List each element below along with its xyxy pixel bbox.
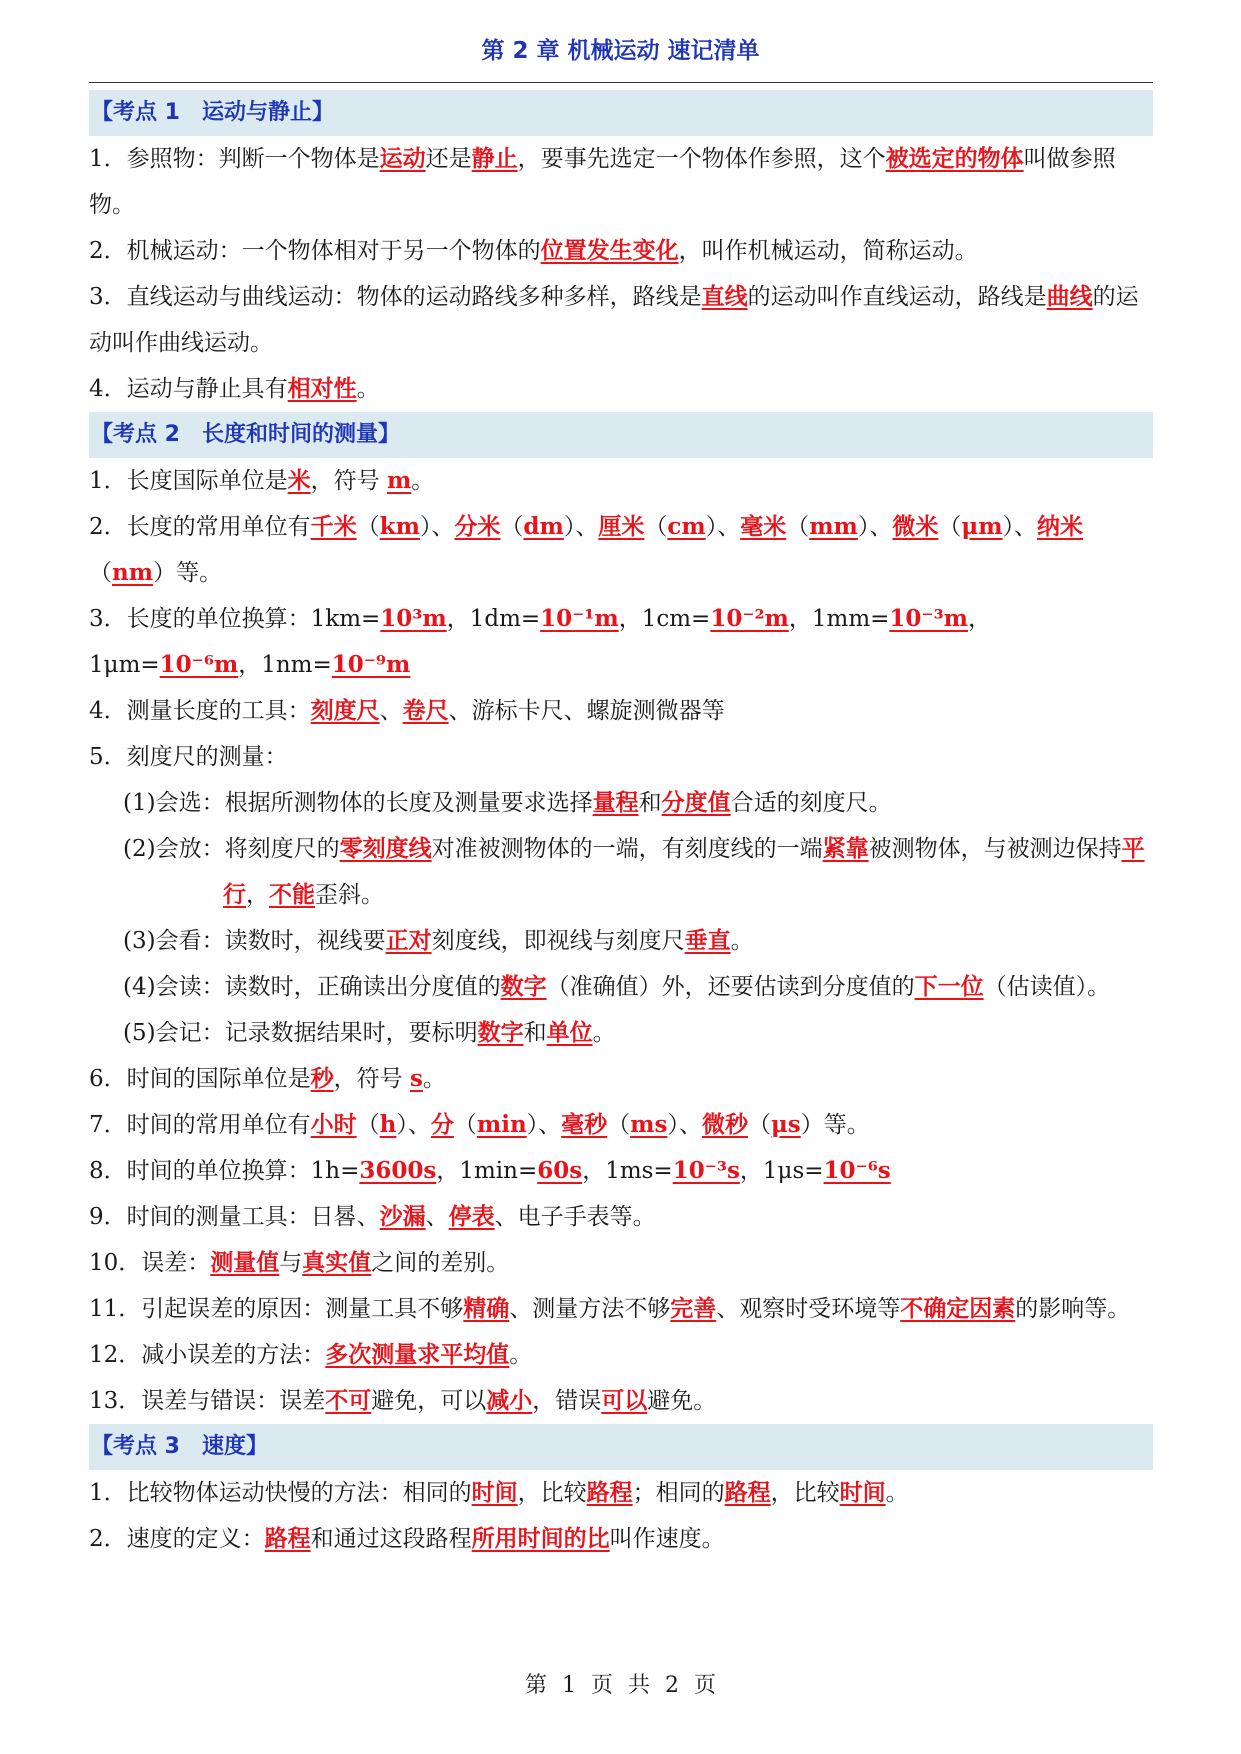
answer-keyword: 刻度尺: [310, 697, 380, 724]
item-text: （: [747, 1112, 771, 1138]
answer-keyword: 零刻度线: [339, 835, 432, 862]
item-text: 被测物体，与被测边保持: [868, 836, 1122, 862]
answer-keyword: 单位: [546, 1019, 593, 1046]
list-item: [89, 274, 1153, 366]
answer-keyword: 时间: [839, 1479, 886, 1506]
item-text: 叫做参照物。: [89, 146, 1116, 218]
item-text: 与: [279, 1250, 303, 1276]
answer-keyword: 10⁻¹m: [540, 605, 619, 632]
item-text: ，比较: [770, 1480, 840, 1506]
item-text: 和: [638, 790, 662, 816]
item-text: ）、: [419, 514, 455, 540]
item-text: ，叫作机械运动，简称运动。: [678, 238, 978, 264]
item-text: 、电子手表等。: [494, 1204, 656, 1230]
answer-keyword: 10⁻⁶s: [823, 1157, 891, 1184]
item-text: 合适的刻度尺。: [730, 790, 892, 816]
answer-keyword: 毫秒: [561, 1111, 608, 1138]
item-text: ）等。: [153, 560, 223, 586]
item-text: 避免，可以: [371, 1388, 487, 1414]
item-text: （: [356, 514, 380, 540]
answer-keyword: 毫米: [740, 513, 787, 540]
list-item: [89, 688, 1153, 734]
item-text: 对准被测物体的一端，有刻度线的一端: [431, 836, 823, 862]
answer-keyword: 厘米: [598, 513, 645, 540]
answer-keyword: 沙漏: [379, 1203, 426, 1230]
item-text: 叫作速度。: [609, 1526, 725, 1552]
item-text: ，比较: [517, 1480, 587, 1506]
answer-keyword: 精确: [463, 1295, 510, 1322]
answer-keyword: 纳米: [1037, 513, 1084, 540]
answer-keyword: 测量值: [210, 1249, 280, 1276]
item-text: (5)会记：记录数据结果时，要标明: [123, 1020, 478, 1046]
item-text: 避免。: [647, 1388, 717, 1414]
list-item: [89, 1240, 1153, 1286]
item-text: ，1nm=: [238, 652, 332, 678]
answer-keyword: 小时: [310, 1111, 357, 1138]
list-item: [89, 964, 1153, 1010]
answer-keyword: 所用时间的比: [471, 1525, 610, 1552]
list-item: [89, 1378, 1153, 1424]
item-text: （: [607, 1112, 631, 1138]
item-text: (4)会读：读数时，正确读出分度值的: [123, 974, 501, 1000]
answer-keyword: min: [476, 1111, 527, 1138]
item-text: ）、: [1002, 514, 1038, 540]
item-text: ）、: [705, 514, 741, 540]
item-text: ，1min=: [436, 1158, 538, 1184]
section-heading-text: 速度】: [201, 1434, 268, 1459]
list-item: [89, 504, 1153, 596]
page-title: 第 2 章 机械运动 速记清单: [481, 38, 760, 64]
answer-keyword: 数字: [477, 1019, 524, 1046]
answer-keyword: 10⁻⁶m: [159, 651, 239, 678]
item-text: 的运动叫作曲线运动。: [89, 284, 1139, 356]
answer-keyword: 真实值: [302, 1249, 372, 1276]
answer-keyword: 不能: [269, 881, 315, 908]
item-text: ）、: [526, 1112, 562, 1138]
item-text: 10．误差：: [89, 1250, 211, 1276]
list-item: [89, 1056, 1153, 1102]
answer-keyword: 不确定因素: [900, 1295, 1016, 1322]
item-text: （准确值）外，还要估读到分度值的: [546, 974, 915, 1000]
item-text: 刻度线，即视线与刻度尺: [431, 928, 685, 954]
item-text: 。: [509, 1342, 533, 1368]
section-heading: [89, 412, 1153, 458]
item-text: ）等。: [800, 1112, 870, 1138]
list-item: [89, 826, 1153, 918]
answer-keyword: 运动: [379, 145, 426, 172]
answer-keyword: 量程: [592, 789, 639, 816]
title-rule: [89, 82, 1153, 83]
answer-keyword: 位置发生变化: [540, 237, 679, 264]
answer-keyword: 10⁻²m: [710, 605, 789, 632]
answer-keyword: 减小: [486, 1387, 533, 1414]
answer-keyword: 路程: [724, 1479, 771, 1506]
item-text: （: [786, 514, 810, 540]
list-item: [89, 918, 1153, 964]
item-text: （估读值）。: [983, 974, 1111, 1000]
item-text: (1)会选：根据所测物体的长度及测量要求选择: [123, 790, 593, 816]
list-item: [89, 1010, 1153, 1056]
list-item: [89, 1516, 1153, 1562]
item-text: 11．引起误差的原因：测量工具不够: [89, 1296, 464, 1322]
item-text: 3．长度的单位换算：1km=: [89, 606, 381, 632]
answer-keyword: nm: [112, 559, 154, 586]
answer-keyword: mm: [809, 513, 858, 540]
answer-keyword: 微米: [892, 513, 939, 540]
item-text: 。: [411, 468, 435, 494]
section-heading: [89, 1424, 1153, 1470]
item-text: 还是: [425, 146, 472, 172]
item-text: 2．长度的常用单位有: [89, 514, 311, 540]
item-text: 。: [422, 1066, 446, 1092]
answer-keyword: 下一位: [914, 973, 984, 1000]
list-item: [89, 458, 1153, 504]
item-text: ；相同的: [632, 1480, 725, 1506]
answer-keyword: 卷尺: [402, 697, 449, 724]
item-text: 的运动叫作直线运动，路线是: [747, 284, 1047, 310]
item-text: 3．直线运动与曲线运动：物体的运动路线多种多样，路线是: [89, 284, 702, 310]
item-text: ，1cm=: [618, 606, 711, 632]
item-text: ）、: [396, 1112, 431, 1138]
footer-word: 页: [590, 1673, 613, 1698]
item-text: 7．时间的常用单位有: [89, 1112, 311, 1138]
item-text: 2．速度的定义：: [89, 1526, 265, 1552]
answer-keyword: 10⁻³m: [889, 605, 968, 632]
answer-keyword: ms: [630, 1111, 668, 1138]
item-text: 。: [885, 1480, 909, 1506]
answer-keyword: 60s: [537, 1157, 583, 1184]
item-text: 13．误差与错误：误差: [89, 1388, 326, 1414]
item-text: 9．时间的测量工具：日晷、: [89, 1204, 380, 1230]
item-text: 1．比较物体运动快慢的方法：相同的: [89, 1480, 472, 1506]
item-text: ）、: [667, 1112, 702, 1138]
answer-keyword: 分米: [454, 513, 501, 540]
answer-keyword: dm: [523, 513, 564, 540]
answer-keyword: 直线: [701, 283, 748, 310]
item-text: （: [89, 560, 112, 586]
answer-keyword: 完善: [670, 1295, 717, 1322]
answer-keyword: 曲线: [1046, 283, 1093, 310]
item-text: 4．运动与静止具有: [89, 376, 288, 402]
answer-keyword: 平行: [223, 835, 1145, 908]
answer-keyword: km: [379, 513, 420, 540]
list-item: [89, 136, 1153, 228]
item-text: 6．时间的国际单位是: [89, 1066, 311, 1092]
document-body: [89, 90, 1153, 1562]
item-text: ，符号: [310, 468, 387, 494]
answer-keyword: 停表: [448, 1203, 495, 1230]
answer-keyword: μs: [770, 1111, 801, 1138]
list-item: [89, 366, 1153, 412]
item-text: ，: [246, 882, 269, 908]
list-item: [89, 734, 1153, 780]
section-heading-number: 【考点 1: [91, 100, 180, 125]
item-text: 之间的差别。: [371, 1250, 510, 1276]
item-text: 1．参照物：判断一个物体是: [89, 146, 380, 172]
item-text: 的影响等。: [1015, 1296, 1131, 1322]
item-text: ，错误: [532, 1388, 602, 1414]
item-text: （: [356, 1112, 380, 1138]
section-heading: [89, 90, 1153, 136]
answer-keyword: 不可: [325, 1387, 372, 1414]
item-text: ，1dm=: [446, 606, 541, 632]
list-item: [89, 1286, 1153, 1332]
answer-keyword: 分: [430, 1111, 454, 1138]
item-text: 。: [730, 928, 754, 954]
list-item: [89, 1102, 1153, 1148]
item-text: 。: [356, 376, 380, 402]
section-heading-number: 【考点 2: [91, 422, 180, 447]
item-text: (3)会看：读数时，视线要: [123, 928, 386, 954]
item-text: 和通过这段路程: [310, 1526, 472, 1552]
item-text: 1．长度国际单位是: [89, 468, 288, 494]
item-text: 12．减小误差的方法：: [89, 1342, 326, 1368]
section-heading-text: 长度和时间的测量】: [201, 422, 400, 447]
item-text: ）、: [563, 514, 599, 540]
answer-keyword: 路程: [264, 1525, 311, 1552]
list-item: [89, 1148, 1153, 1194]
list-item: [89, 596, 1153, 688]
item-text: ）、: [857, 514, 893, 540]
item-text: 5．刻度尺的测量：: [89, 744, 288, 770]
item-text: 和: [523, 1020, 547, 1046]
item-text: 、游标卡尺、螺旋测微器等: [448, 698, 725, 724]
answer-keyword: 数字: [500, 973, 547, 1000]
item-text: 、: [379, 698, 403, 724]
item-text: ，要事先选定一个物体作参照，这个: [517, 146, 886, 172]
answer-keyword: μm: [961, 513, 1003, 540]
page-footer: [0, 1668, 1241, 1699]
answer-keyword: 多次测量求平均值: [325, 1341, 510, 1368]
item-text: ，1ms=: [582, 1158, 673, 1184]
item-text: (2)会放：将刻度尺的: [123, 836, 340, 862]
answer-keyword: 秒: [310, 1065, 334, 1092]
item-text: （: [500, 514, 524, 540]
answer-keyword: 3600s: [359, 1157, 437, 1184]
answer-keyword: 紧靠: [822, 835, 869, 862]
item-text: 2．机械运动：一个物体相对于另一个物体的: [89, 238, 541, 264]
footer-total-pages: 2: [665, 1673, 680, 1698]
answer-keyword: h: [379, 1111, 397, 1138]
list-item: [89, 228, 1153, 274]
list-item: [89, 780, 1153, 826]
answer-keyword: 10⁻⁹m: [331, 651, 411, 678]
answer-keyword: cm: [667, 513, 706, 540]
answer-keyword: 千米: [310, 513, 357, 540]
item-text: （: [938, 514, 962, 540]
item-text: （: [644, 514, 668, 540]
answer-keyword: 正对: [385, 927, 432, 954]
answer-keyword: 路程: [586, 1479, 633, 1506]
item-text: ，符号: [333, 1066, 410, 1092]
item-text: 4．测量长度的工具：: [89, 698, 311, 724]
footer-word: 第: [524, 1673, 547, 1698]
answer-keyword: 10³m: [380, 605, 447, 632]
item-text: 、: [425, 1204, 449, 1230]
footer-word: 页: [694, 1673, 717, 1698]
answer-keyword: 可以: [601, 1387, 648, 1414]
footer-word: 共: [628, 1673, 651, 1698]
item-text: 8．时间的单位换算：1h=: [89, 1158, 360, 1184]
answer-keyword: 被选定的物体: [885, 145, 1024, 172]
list-item: [89, 1194, 1153, 1240]
answer-keyword: s: [409, 1065, 423, 1092]
answer-keyword: 10⁻³s: [672, 1157, 740, 1184]
item-text: ，1μs=: [739, 1158, 824, 1184]
list-item: [89, 1470, 1153, 1516]
answer-keyword: 垂直: [684, 927, 731, 954]
item-text: 。: [592, 1020, 616, 1046]
answer-keyword: 时间: [471, 1479, 518, 1506]
footer-page-number: 1: [561, 1673, 576, 1698]
item-text: ，1mm=: [788, 606, 890, 632]
answer-keyword: 微秒: [701, 1111, 748, 1138]
item-text: 歪斜。: [315, 882, 384, 908]
item-text: （: [453, 1112, 477, 1138]
answer-keyword: 分度值: [661, 789, 731, 816]
answer-keyword: m: [386, 467, 412, 494]
list-item: [89, 1332, 1153, 1378]
section-heading-number: 【考点 3: [91, 1434, 180, 1459]
answer-keyword: 米: [287, 467, 311, 494]
section-heading-text: 运动与静止】: [201, 100, 334, 125]
item-text: ，1μm=: [89, 606, 991, 678]
answer-keyword: 静止: [471, 145, 518, 172]
item-text: 、观察时受环境等: [716, 1296, 901, 1322]
answer-keyword: 相对性: [287, 375, 357, 402]
item-text: 、测量方法不够: [509, 1296, 671, 1322]
